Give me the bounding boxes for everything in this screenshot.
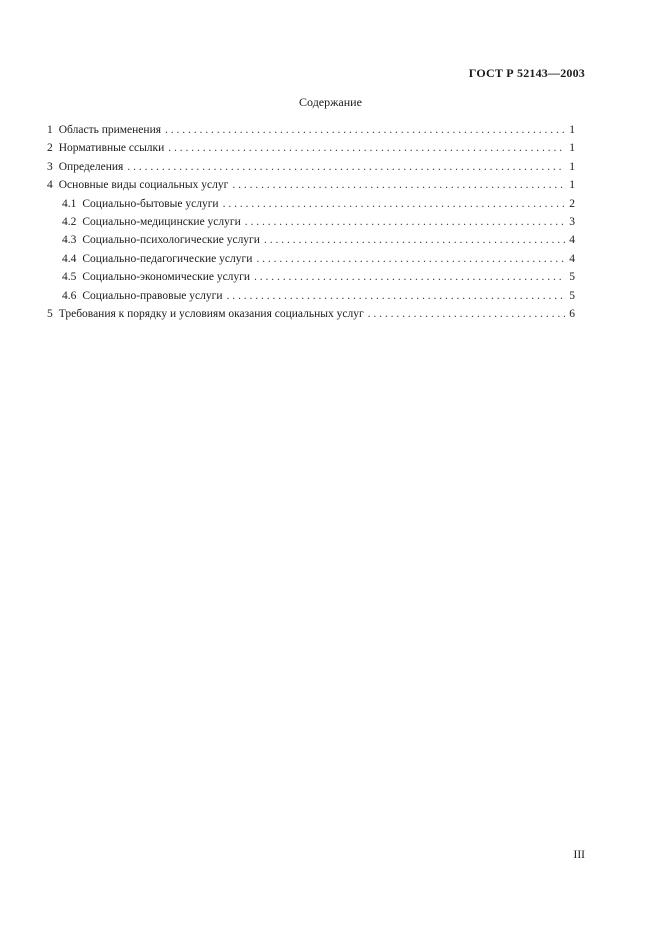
toc-entry-page: 1: [569, 160, 575, 173]
toc-entry-label: Область применения: [58, 124, 162, 136]
document-code: ГОСТ Р 52143—2003: [468, 66, 585, 80]
toc-entry-number: 5: [47, 307, 53, 320]
toc-entry-number: 1: [47, 124, 53, 136]
toc-entry-label: Социально-бытовые услуги: [82, 197, 219, 210]
toc-entry-4-4: [47, 250, 575, 268]
toc-entry-number: 2: [47, 142, 53, 155]
toc-entry-4-5: [47, 268, 575, 286]
toc-entry-4-2: [47, 213, 575, 231]
toc-entry-number: 4.2: [62, 215, 77, 228]
toc-entry-4-1: [47, 195, 575, 213]
toc-entry-page: 1: [569, 179, 575, 192]
toc-dot-leader: [227, 287, 566, 305]
toc-entry-4-6: [47, 287, 575, 305]
toc-dot-leader: [264, 231, 565, 249]
toc-dot-leader: [368, 305, 565, 323]
toc-entry-number: 4.6: [62, 289, 77, 302]
toc-entry-label: Требования к порядку и условиям оказания социальных услуг: [58, 307, 364, 320]
toc-entry-label: Социально-медицинские услуги: [82, 215, 241, 228]
toc-dot-leader: [223, 195, 565, 213]
toc-entry-2: [47, 139, 575, 157]
toc-entry-4: [47, 176, 575, 194]
toc-entry-label: Нормативные ссылки: [58, 142, 165, 155]
toc-entry-label: Определения: [58, 160, 124, 173]
toc-entry-label: Социально-правовые услуги: [82, 289, 223, 302]
toc-entry-label: Основные виды социальных услуг: [58, 179, 229, 192]
toc-entry-page: 1: [569, 142, 575, 155]
toc-entry-3: [47, 158, 575, 176]
toc-entry-page: 5: [569, 271, 575, 284]
toc-entry-number: 3: [47, 160, 53, 173]
toc-entry-number: 4.5: [62, 271, 77, 284]
toc-entry-page: 4: [569, 234, 575, 247]
toc-entry-5: [47, 305, 575, 323]
toc-entry-page: 1: [569, 124, 575, 136]
toc-entry-label: Социально-педагогические услуги: [82, 252, 253, 265]
toc-dot-leader: [127, 158, 565, 176]
toc-entry-number: 4: [47, 179, 53, 192]
toc-dot-leader: [168, 139, 565, 157]
toc-entry-number: 4.4: [62, 252, 77, 265]
toc-dot-leader: [256, 250, 565, 268]
toc-entry-number: 4.3: [62, 234, 77, 247]
toc-entry-4-3: [47, 231, 575, 249]
toc-entry-label: Социально-экономические услуги: [82, 271, 251, 284]
toc-title: Содержание: [299, 95, 362, 109]
toc-dot-leader: [165, 121, 565, 139]
toc-entry-number: 4.1: [62, 197, 77, 210]
toc-entry-page: 5: [569, 289, 575, 302]
toc-dot-leader: [245, 213, 565, 231]
page-number: III: [573, 849, 585, 861]
toc-entry-page: 4: [569, 252, 575, 265]
toc-entry-page: 6: [569, 307, 575, 320]
table-of-contents: [47, 121, 575, 323]
toc-entry-1: [47, 121, 575, 139]
toc-entry-page: 2: [569, 197, 575, 210]
toc-dot-leader: [254, 268, 565, 286]
toc-entry-label: Социально-психологические услуги: [82, 234, 260, 247]
toc-entry-page: 3: [569, 215, 575, 228]
toc-dot-leader: [232, 176, 565, 194]
